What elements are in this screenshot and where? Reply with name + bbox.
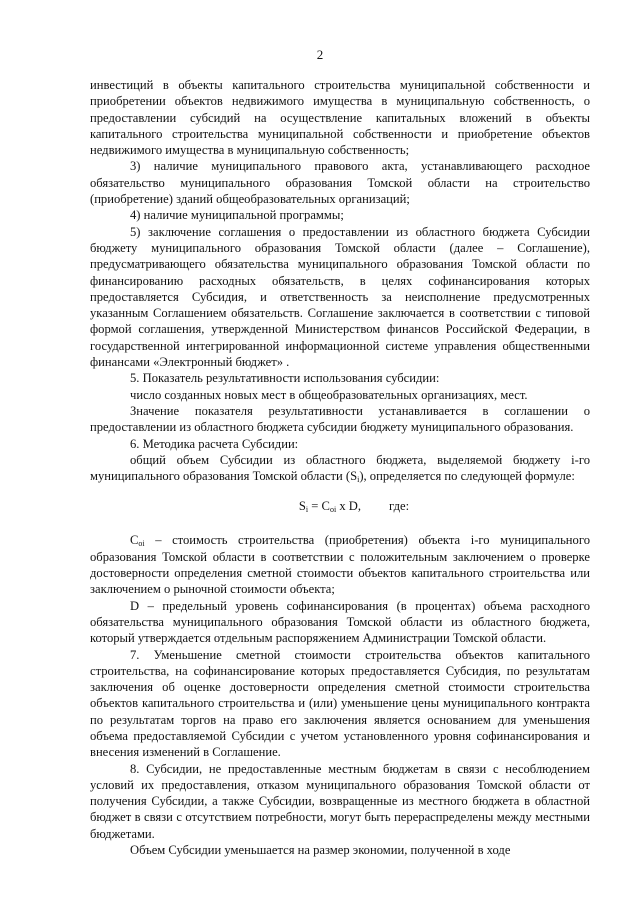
formula-intro-tail: ), определяется по следующей формуле: xyxy=(359,469,575,484)
definition-d: D – предельный уровень софинансирования (в процентах) объема расходного обязательства муниципального образования Томской области из областного бюджета, который утверждается отдельным распоряжением Администрации Томской области. xyxy=(90,598,590,646)
paragraph-item-4: 4) наличие муниципальной программы; xyxy=(130,208,344,223)
page-number: 2 xyxy=(316,47,324,62)
formula-c-subscript: oi xyxy=(329,505,337,515)
definition-c-subscript: oi xyxy=(138,539,145,549)
formula-eq: = C xyxy=(308,499,330,514)
subsidy-formula xyxy=(104,498,604,514)
definition-c-symbol: C xyxy=(130,533,139,548)
formula-intro-subscript: i xyxy=(357,475,360,485)
section-8-text: 8. Субсидии, не предоставленные местным бюджетам в связи с несоблюдением условий их предоставления, отказом муниципального образования Томской области от получения Субсидии, а также Субсидии, возвращенные из местного бюджета в областной бюджет в связи с отсутствием потребности, могут быть перераспределены между местными бюджетами. xyxy=(90,761,590,841)
document-body xyxy=(90,77,590,858)
section-7-text: 7. Уменьшение сметной стоимости строительства объектов капитального строительства, на софинансирование которых предоставляется Субсидия, по результатам заключения об оценке достоверности определения сметной стоимости строительства объектов капитального строительства и (или) уменьшение цены муниципального контракта по результатам торгов на право его заключения является основанием для уменьшения объема предоставляемой Субсидии с учетом установленного уровня софинансирования и внесения изменений в Соглашение. xyxy=(90,647,590,760)
formula-rest: x D, xyxy=(336,499,362,514)
formula-intro-text: общий объем Субсидии из областного бюджета, выделяемой бюджету i-го муниципального образования Томской области (S xyxy=(90,452,590,484)
paragraph-item-5: 5) заключение соглашения о предоставлении из областного бюджета Субсидии бюджету муниципального образования Томской области (далее – Соглашение), предусматривающего обязательства муниципального образования Томской области по финансированию расходных обязательств, в целях софинансирования которых предоставляется Субсидия, и ответственность за неисполнение предусмотренных указанным Соглашением обязательств. Соглашение заключается в соответствии с типовой формой соглашения, утвержденной Министерством финансов Российской Федерации, в государственной интегрированной информационной системе управления общественными финансами «Электронный бюджет» . xyxy=(90,224,590,370)
formula-where: где: xyxy=(389,499,410,514)
section-6-heading: 6. Методика расчета Субсидии: xyxy=(130,436,299,451)
definition-c xyxy=(90,532,590,597)
indicator-value-text: Значение показателя результативности устанавливается в соглашении о предоставлении из областного бюджета субсидии бюджету муниципального образования. xyxy=(90,403,590,435)
paragraph-continuation: инвестиций в объекты капитального строительства муниципальной собственности и приобретении объектов недвижимого имущества в муниципальную собственность, о предоставлении субсидий на осуществление капитальных вложений в объекты капитального строительства муниципальной собственности и приобретение объектов недвижимого имущества в муниципальную собственность; xyxy=(90,78,590,158)
subsidy-reduction-text: Объем Субсидии уменьшается на размер экономии, полученной в ходе xyxy=(130,843,511,858)
paragraph-item-3: 3) наличие муниципального правового акта, устанавливающего расходное обязательство муниципального образования Томской области на строительство (приобретение) зданий общеобразовательных организаций; xyxy=(90,159,590,207)
section-5-heading: 5. Показатель результативности использования субсидии: xyxy=(130,371,440,386)
definition-c-text: – стоимость строительства (приобретения) объекта i-го муниципального образования Томской области в соответствии с положительным заключением о проверке достоверности определения сметной стоимости объектов капитального строительства или заключением о рыночной стоимости объекта; xyxy=(90,533,590,597)
indicator-text: число созданных новых мест в общеобразовательных организациях, мест. xyxy=(130,387,528,402)
formula-intro xyxy=(90,452,590,485)
formula-s-subscript: i xyxy=(305,505,309,515)
formula-s: S xyxy=(298,499,306,514)
